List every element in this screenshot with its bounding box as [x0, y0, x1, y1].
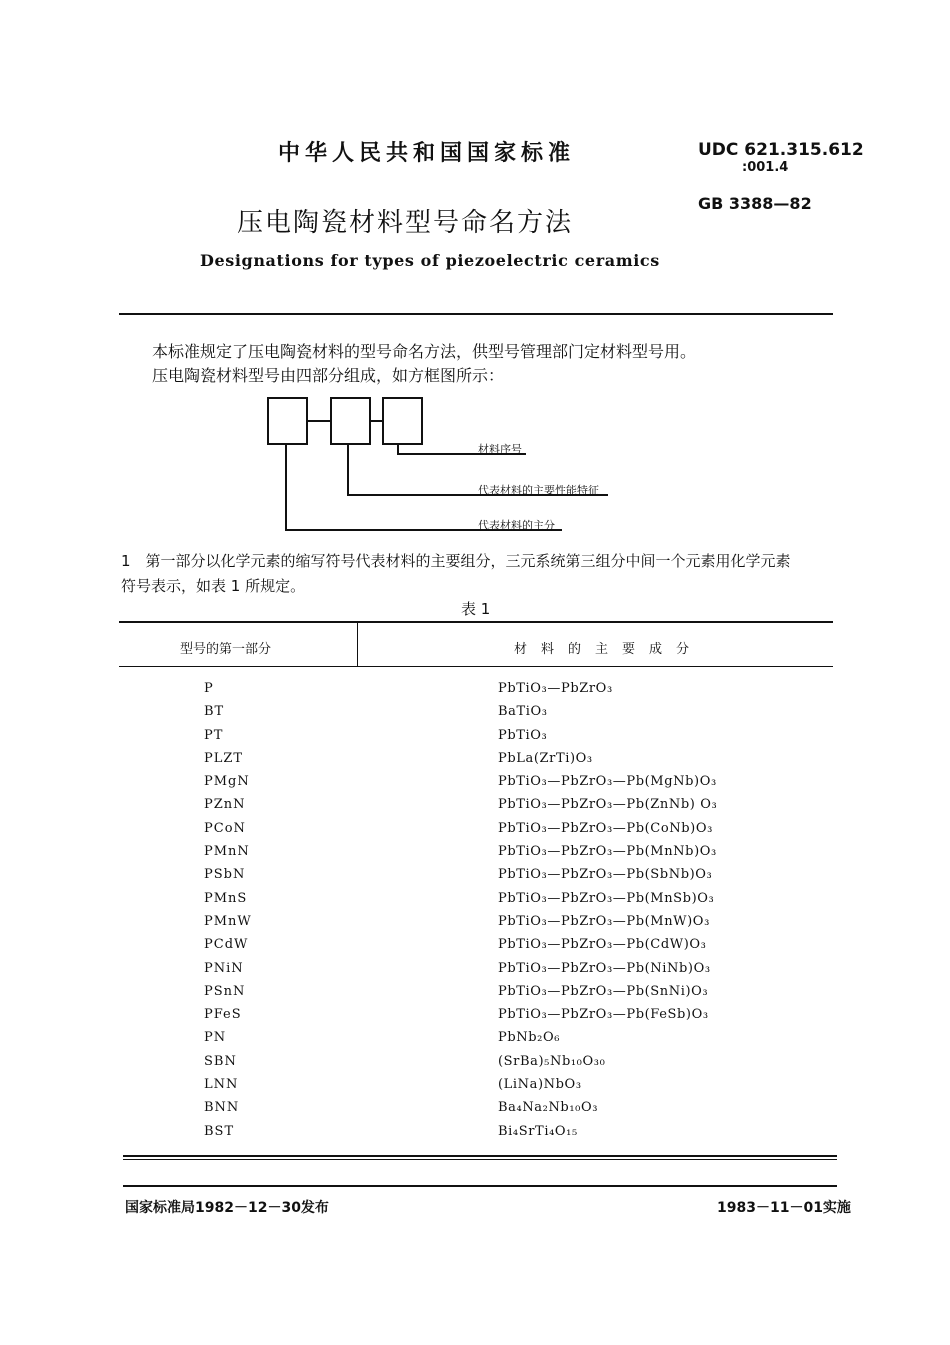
table-header-composition: 材料的主要成分	[514, 642, 704, 657]
table-row	[0, 961, 950, 984]
table-row	[0, 774, 950, 797]
table-body	[0, 681, 950, 1147]
model-code: PNiN	[204, 960, 244, 976]
table-row	[0, 867, 950, 890]
main-composition: PbTiO₃—PbZrO₃—Pb(MnW)O₃	[498, 913, 710, 929]
intro-paragraph-2: 压电陶瓷材料型号由四部分组成，如方框图所示：	[152, 366, 505, 385]
table-row	[0, 704, 950, 727]
table-row	[0, 821, 950, 844]
main-composition: PbTiO₃—PbZrO₃—Pb(NiNb)O₃	[498, 960, 711, 976]
table-row	[0, 844, 950, 867]
main-composition: (LiNa)NbO₃	[498, 1077, 582, 1093]
model-code: BST	[204, 1123, 235, 1139]
main-composition: PbTiO₃—PbZrO₃—Pb(MnNb)O₃	[498, 844, 717, 860]
main-composition: PbTiO₃—PbZrO₃—Pb(ZnNb) O₃	[498, 797, 718, 813]
main-composition: Bi₄SrTi₄O₁₅	[498, 1123, 578, 1139]
table-row	[0, 1100, 950, 1123]
table-row	[0, 1077, 950, 1100]
main-composition: PbTiO₃—PbZrO₃	[498, 681, 613, 696]
main-composition: Ba₄Na₂Nb₁₀O₃	[498, 1100, 599, 1116]
model-code: PMnW	[204, 913, 252, 929]
model-code: P	[204, 681, 214, 696]
udc-number: UDC 621.315.612	[698, 140, 864, 160]
header-divider	[119, 313, 833, 315]
model-code: PFeS	[204, 1007, 242, 1023]
udc-number-suffix: :001.4	[742, 160, 789, 175]
main-composition: PbTiO₃—PbZrO₃—Pb(FeSb)O₃	[498, 1007, 709, 1023]
table-caption: 表 1	[461, 600, 491, 618]
diagram-box-2	[331, 398, 370, 444]
table-header-code: 型号的第一部分	[180, 642, 272, 657]
table-bottom-rule-thin	[123, 1159, 837, 1160]
document-title-english: Designations for types of piezoelectric ceramics	[200, 251, 660, 270]
main-composition: PbLa(ZrTi)O₃	[498, 750, 593, 766]
section-1-line-1: 1 第一部分以化学元素的缩写符号代表材料的主要组分，三元系统第三组分中间一个元素用化学元素	[121, 552, 791, 570]
diagram-box-1	[268, 398, 307, 444]
model-code: PMgN	[204, 774, 250, 790]
model-code: PMnS	[204, 890, 248, 906]
table-row	[0, 1030, 950, 1053]
standard-name: 中华人民共和国国家标准	[278, 141, 576, 166]
table-header-divider	[357, 622, 358, 666]
table-row	[0, 751, 950, 774]
table-row	[0, 681, 950, 704]
effective-date: 1983－11－01实施	[717, 1200, 851, 1216]
table-row	[0, 728, 950, 751]
main-composition: PbNb₂O₆	[498, 1030, 561, 1046]
table-row	[0, 1124, 950, 1147]
model-code: PSbN	[204, 867, 246, 883]
table-bottom-rule	[123, 1155, 837, 1157]
model-code: LNN	[204, 1077, 239, 1093]
model-code: PSnN	[204, 983, 246, 999]
diagram-label-serial: 材料序号	[478, 443, 522, 456]
model-code: SBN	[204, 1053, 237, 1069]
table-top-rule	[119, 621, 833, 623]
diagram-label-feature: 代表材料的主要性能特征	[478, 484, 599, 497]
document-title-chinese: 压电陶瓷材料型号命名方法	[237, 208, 574, 238]
model-code: PZnN	[204, 797, 246, 813]
table-row	[0, 937, 950, 960]
model-code: PT	[204, 727, 224, 743]
table-header-rule	[119, 666, 833, 667]
issue-date: 国家标准局1982－12－30发布	[125, 1200, 329, 1216]
table-row	[0, 1054, 950, 1077]
footer-divider	[123, 1185, 837, 1187]
main-composition: PbTiO₃—PbZrO₃—Pb(CoNb)O₃	[498, 820, 713, 836]
main-composition: PbTiO₃—PbZrO₃—Pb(SnNi)O₃	[498, 983, 709, 999]
table-row	[0, 914, 950, 937]
table-row	[0, 1007, 950, 1030]
table-row	[0, 891, 950, 914]
section-1-line-2: 符号表示，如表 1 所规定。	[121, 577, 306, 595]
diagram-label-main: 代表材料的主分	[478, 519, 555, 532]
main-composition: (SrBa)₅Nb₁₀O₃₀	[498, 1053, 606, 1069]
model-code: BNN	[204, 1100, 240, 1116]
main-composition: PbTiO₃—PbZrO₃—Pb(MnSb)O₃	[498, 890, 715, 906]
model-code: PCdW	[204, 937, 249, 953]
main-composition: PbTiO₃—PbZrO₃—Pb(SbNb)O₃	[498, 867, 713, 883]
main-composition: PbTiO₃—PbZrO₃—Pb(MgNb)O₃	[498, 774, 717, 790]
model-code: BT	[204, 704, 225, 720]
table-row	[0, 984, 950, 1007]
model-code: PMnN	[204, 844, 250, 860]
model-code: PLZT	[204, 750, 244, 766]
diagram-box-3	[383, 398, 422, 444]
main-composition: PbTiO₃—PbZrO₃—Pb(CdW)O₃	[498, 937, 707, 953]
intro-paragraph-1: 本标准规定了压电陶瓷材料的型号命名方法，供型号管理部门定材料型号用。	[152, 342, 697, 361]
main-composition: BaTiO₃	[498, 704, 548, 720]
model-code: PN	[204, 1030, 227, 1046]
table-row	[0, 797, 950, 820]
main-composition: PbTiO₃	[498, 727, 548, 743]
gb-number: GB 3388—82	[698, 194, 812, 213]
model-code: PCoN	[204, 820, 246, 836]
